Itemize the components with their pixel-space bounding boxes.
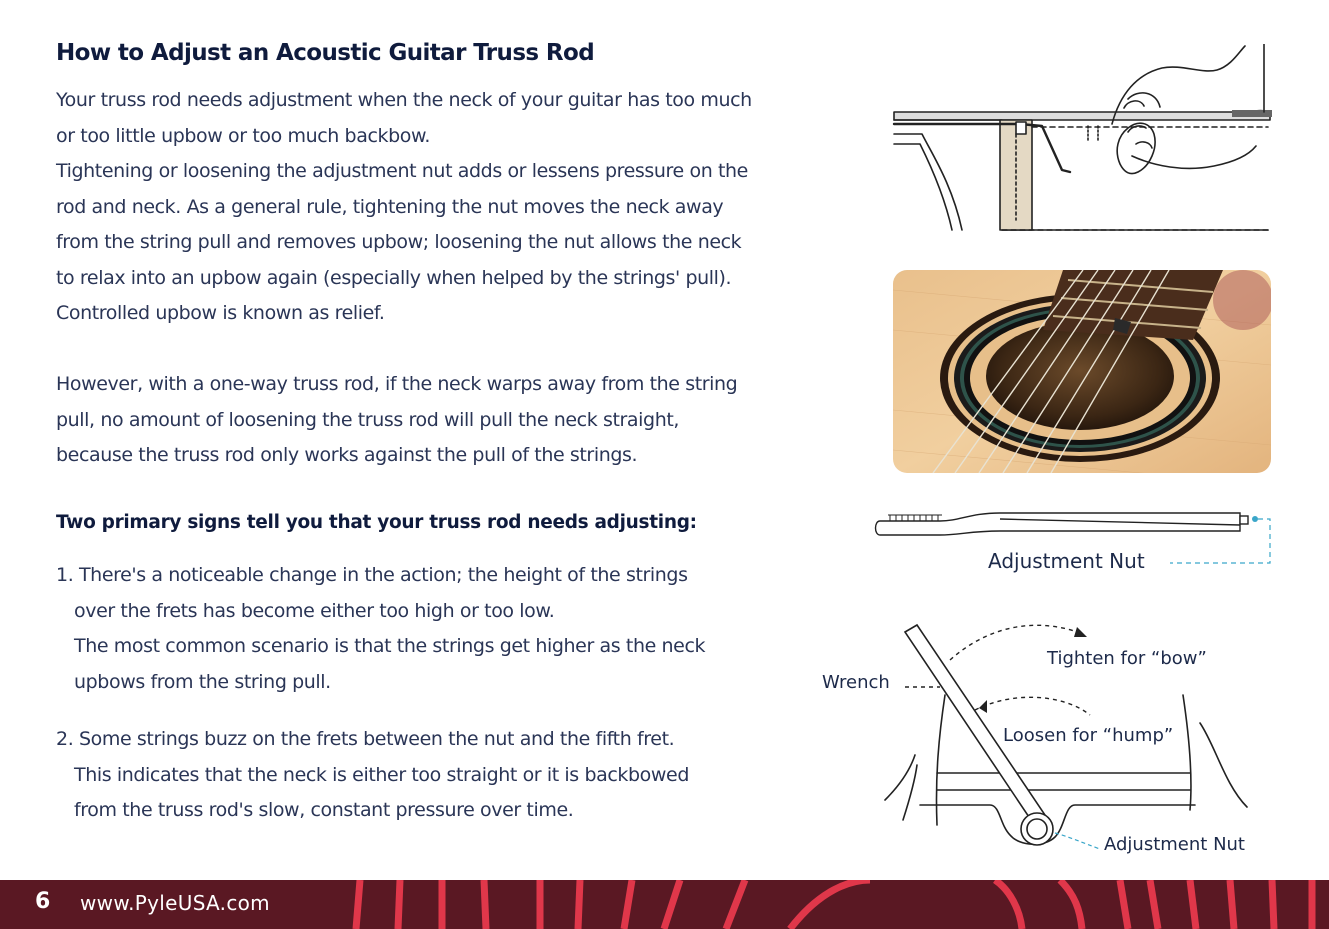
soundhole-photo bbox=[893, 270, 1271, 473]
text-line: However, with a one-way truss rod, if the neck warps away from the string bbox=[56, 373, 738, 395]
text-line: over the frets has become either too high or too low. bbox=[74, 599, 555, 622]
tighten-label: Tighten for “bow” bbox=[1047, 648, 1207, 669]
intro-paragraph bbox=[56, 83, 816, 332]
text-line: or too little upbow or too much backbow. bbox=[56, 124, 431, 147]
list-item bbox=[56, 722, 796, 829]
text-line: The most common scenario is that the strings get higher as the neck bbox=[74, 635, 706, 657]
text-line: to relax into an upbow again (especially when helped by the strings' pull). bbox=[56, 266, 732, 289]
text-line: Controlled upbow is known as relief. bbox=[56, 302, 385, 324]
text-line: pull, no amount of loosening the truss rod will pull the neck straight, bbox=[56, 408, 680, 431]
text-line: rod and neck. As a general rule, tightening the nut moves the neck away bbox=[56, 195, 724, 218]
text-line: 1. There's a noticeable change in the action; the height of the strings bbox=[56, 564, 688, 586]
neck-adjustment-illustration bbox=[892, 44, 1272, 236]
text-line: Tightening or loosening the adjustment nut adds or lessens pressure on the bbox=[56, 160, 748, 182]
signs-heading: Two primary signs tell you that your truss rod needs adjusting: bbox=[56, 512, 697, 533]
loosen-label: Loosen for “hump” bbox=[1003, 725, 1174, 746]
text-line: 2. Some strings buzz on the frets between the nut and the fifth fret. bbox=[56, 728, 675, 750]
text-line: This indicates that the neck is either too straight or it is backbowed bbox=[74, 763, 689, 786]
text-line: upbows from the string pull. bbox=[74, 670, 331, 693]
adjustment-nut-label: Adjustment Nut bbox=[988, 549, 1145, 573]
footer-bar bbox=[0, 880, 1329, 929]
website-link[interactable]: www.PyleUSA.com bbox=[80, 891, 270, 915]
truss-rod-diagram bbox=[870, 505, 1280, 585]
page-title: How to Adjust an Acoustic Guitar Truss Rod bbox=[56, 40, 595, 66]
text-line: Your truss rod needs adjustment when the neck of your guitar has too much bbox=[56, 89, 752, 111]
wrench-label: Wrench bbox=[822, 672, 890, 693]
text-line: from the string pull and removes upbow; loosening the nut allows the neck bbox=[56, 231, 742, 253]
adjustment-nut-label: Adjustment Nut bbox=[1104, 834, 1245, 855]
text-line: because the truss rod only works against the pull of the strings. bbox=[56, 444, 638, 466]
text-line: from the truss rod's slow, constant pressure over time. bbox=[74, 799, 574, 821]
list-item bbox=[56, 558, 796, 700]
page-number: 6 bbox=[35, 889, 51, 914]
oneway-paragraph bbox=[56, 367, 816, 474]
